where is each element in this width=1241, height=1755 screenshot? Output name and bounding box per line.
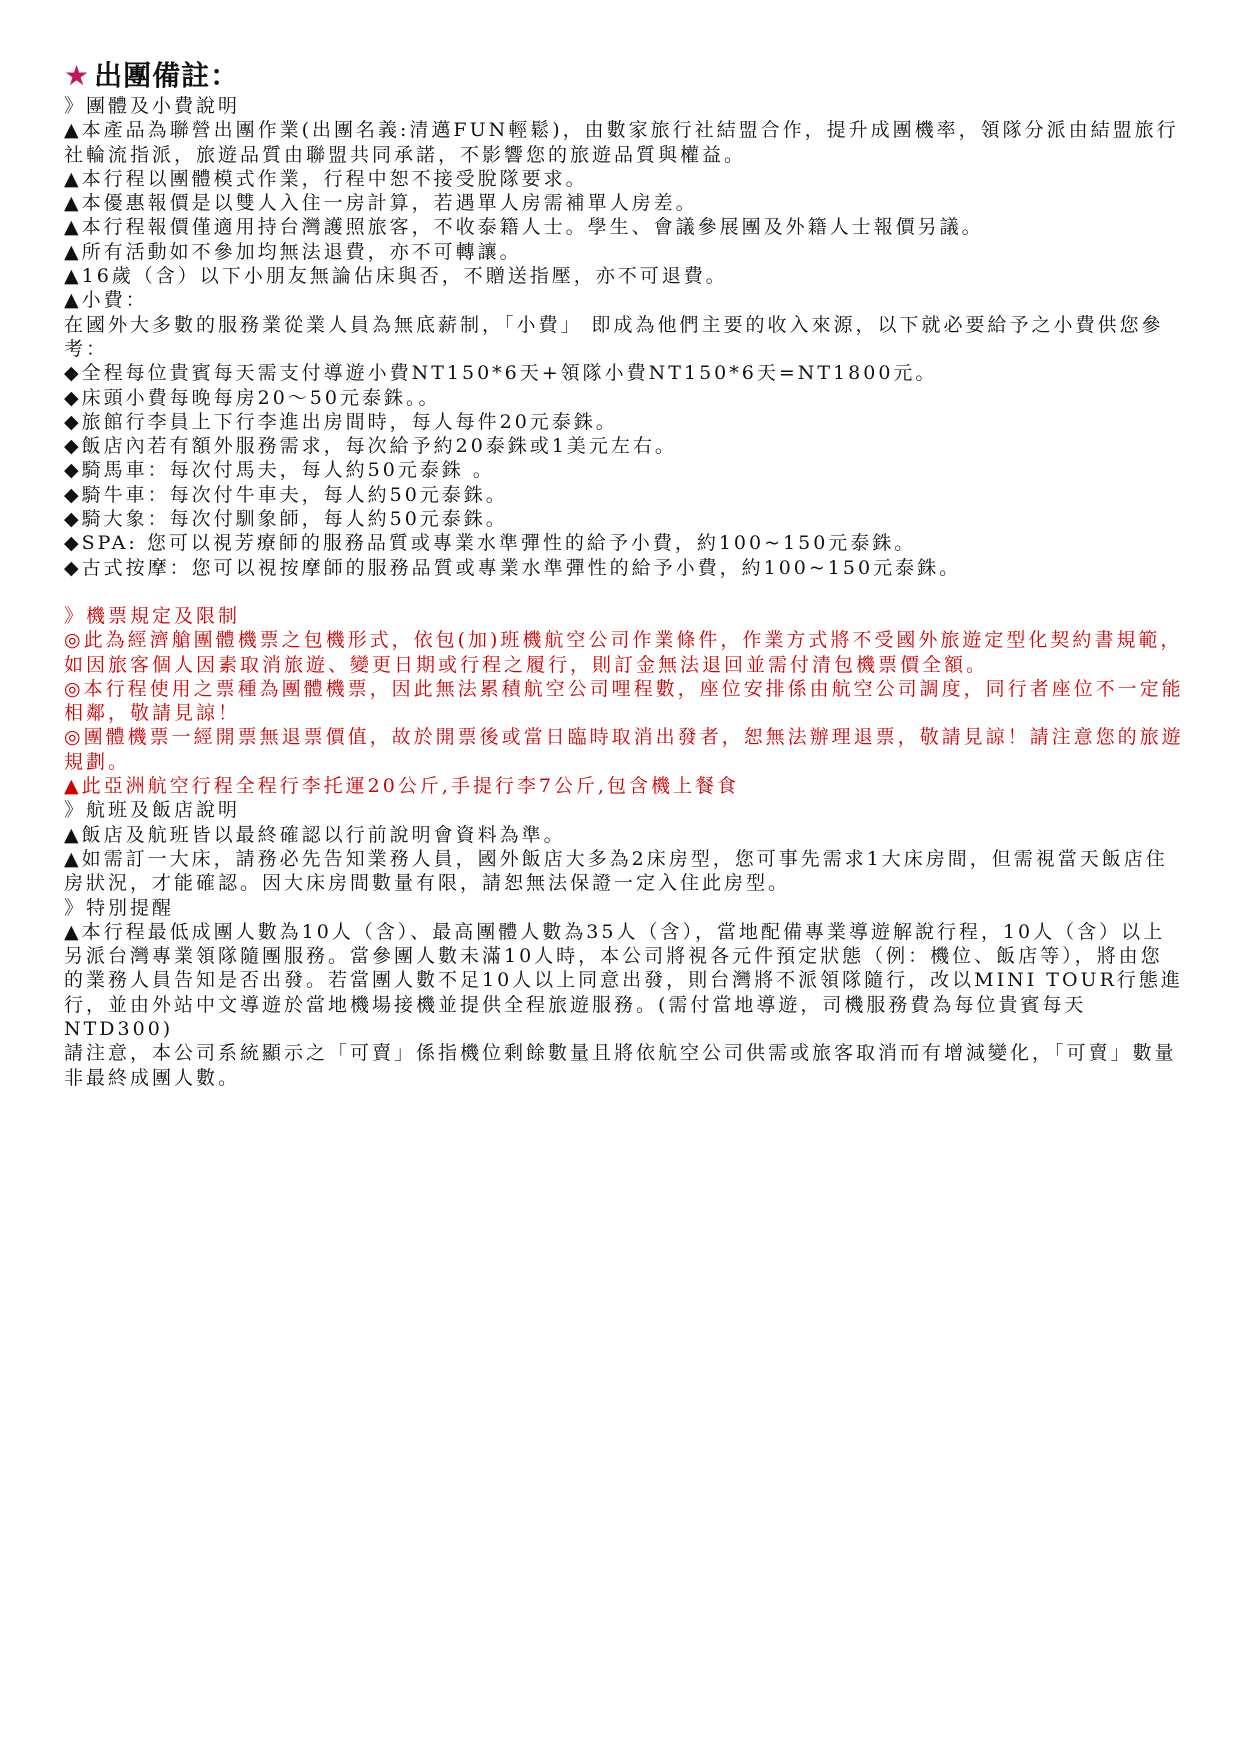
list-item: ◆SPA: 您可以視芳療師的服務品質或專業水準彈性的給予小費，約100~150元泰銖。 — [64, 532, 917, 555]
paragraph: ▲小費： — [64, 289, 148, 312]
section-title: 》團體及小費說明 — [64, 95, 241, 117]
paragraph: ▲本優惠報價是以雙人入住一房計算，若遇單人房需補單人房差。 — [64, 192, 698, 215]
paragraph: ▲本產品為聯營出團作業(出團名義:清邁FUN輕鬆)，由數家旅行社結盟合作，提升成團機率，領隊分派由結盟旅行社輪流指派，旅遊品質由聯盟共同承諾，不影響您的旅遊品質與權益。 — [64, 119, 1179, 166]
spacer — [64, 580, 1184, 604]
paragraph: ▲飯店及航班皆以最終確認以行前說明會資料為準。 — [64, 823, 566, 846]
paragraph: ▲本行程報價僅適用持台灣護照旅客，不收泰籍人士。學生、會議參展團及外籍人士報價另議。 — [64, 216, 984, 239]
list-item: ◆床頭小費每晚每房20～50元泰銖。。 — [64, 386, 441, 409]
paragraph: ▲如需訂一大床，請務必先告知業務人員，國外飯店大多為2床房型，您可事先需求1大床房間，但需視當天飯店住房狀況，才能確認。因大床房間數量有限，請恕無法保證一定入住此房型。 — [64, 847, 1168, 895]
section-title: 》機票規定及限制 — [64, 604, 241, 627]
paragraph: ▲本行程以團體模式作業，行程中恕不接受脫隊要求。 — [64, 167, 588, 190]
list-item: ◆旅館行李員上下行李進出房間時，每人每件20元泰銖。 — [64, 410, 618, 433]
paragraph: 在國外大多數的服務業從業人員為無底薪制，「小費」 即成為他們主要的收入來源，以下就必要給予之小費供您參考： — [64, 313, 1164, 360]
paragraph: ▲16歲（含）以下小朋友無論佔床與否，不贈送指壓，亦不可退費。 — [64, 265, 728, 288]
section-group-airfare — [64, 604, 1184, 798]
list-item: ◆全程每位貴賓每天需支付導遊小費NT150*6天+領隊小費NT150*6天=NT1800元。 — [64, 362, 938, 385]
list-item: ◆騎馬車：每次付馬夫，每人約50元泰銖 。 — [64, 459, 495, 482]
list-item: ◆古式按摩：您可以視按摩師的服務品質或專業水準彈性的給予小費，約100~150元泰銖。 — [64, 556, 962, 579]
section-title: 》特別提醒 — [64, 896, 175, 919]
star-icon: ★ — [64, 59, 91, 92]
section-title: 》航班及飯店說明 — [64, 799, 241, 822]
paragraph: ◎此為經濟艙團體機票之包機形式，依包(加)班機航空公司作業條件，作業方式將不受國外旅遊定型化契約書規範，如因旅客個人因素取消旅遊、變更日期或行程之履行，則訂金無法退回並需付清包機票價全額。 — [64, 629, 1183, 676]
section-group-reminders — [64, 896, 1184, 1090]
section-group-flight-hotel — [64, 798, 1184, 895]
paragraph: ▲此亞洲航空行程全程行李托運20公斤,手提行李7公斤,包含機上餐食 — [64, 775, 739, 798]
section-group-tips — [64, 94, 1184, 580]
paragraph: ◎團體機票一經開票無退票價值，故於開票後或當日臨時取消出發者，恕無法辦理退票，敬請見諒！請注意您的旅遊規劃。 — [64, 726, 1184, 773]
paragraph: 請注意，本公司系統顯示之「可賣」係指機位剩餘數量且將依航空公司供需或旅客取消而有增減變化，「可賣」數量非最終成團人數。 — [64, 1042, 1177, 1089]
heading-text: 出團備註： — [94, 59, 240, 92]
page-heading — [64, 58, 1184, 94]
paragraph: ▲本行程最低成團人數為10人（含）、最高團體人數為35人（含），當地配備專業導遊解說行程，10人（含）以上另派台灣專業領隊隨團服務。當參團人數未滿10人時，本公司將視各元件預定狀態（例：機位、飯店等），將由您的業務人員告知是否出發。若當團人數不足10人以上同意出發，則台灣將不派領隊隨行，改以MINI TOUR行態進行，並由外站中文導遊於當地機場接機並提供全程旅遊服務。(需付當地導遊，司機服務費為每位貴賓每天NTD300) — [64, 920, 1183, 1040]
paragraph: ▲所有活動如不參加均無法退費，亦不可轉讓。 — [64, 240, 522, 263]
document-page — [64, 58, 1184, 1090]
list-item: ◆騎大象：每次付馴象師，每人約50元泰銖。 — [64, 508, 508, 531]
list-item: ◆飯店內若有額外服務需求，每次給予約20泰銖或1美元左右。 — [64, 435, 677, 458]
paragraph: ◎本行程使用之票種為團體機票，因此無法累積航空公司哩程數，座位安排係由航空公司調度，同行者座位不一定能相鄰，敬請見諒！ — [64, 677, 1184, 725]
list-item: ◆騎牛車：每次付牛車夫，每人約50元泰銖。 — [64, 483, 508, 506]
